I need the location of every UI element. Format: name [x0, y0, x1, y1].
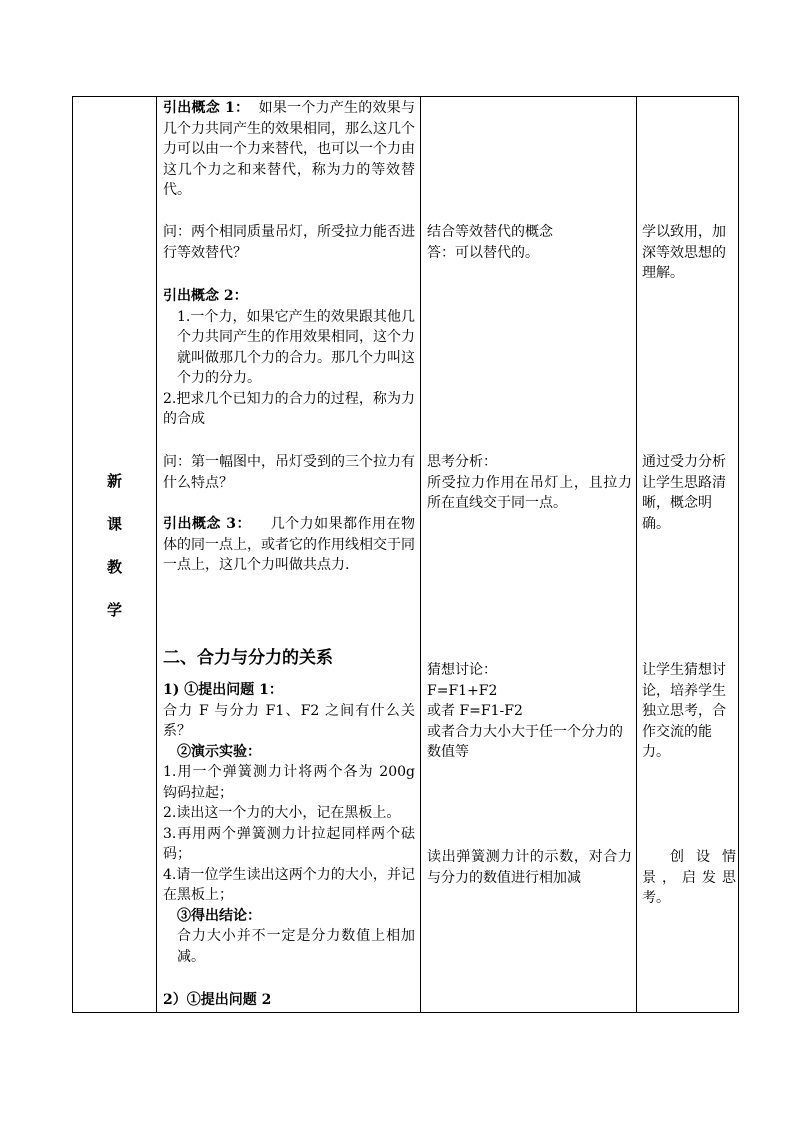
problem-1-text: 合力 F 与分力 F1、F2 之间有什么关系？ [163, 702, 415, 739]
design-intent-2: 通过受力分析让学生思路清晰，概念明确。 [642, 454, 726, 532]
student-response-3 [427, 660, 632, 763]
concept-1-label: 引出概念 1： [163, 100, 250, 116]
demo-step: 1.用一个弹簧测力计将两个各为 200g 钩码拉起； [163, 764, 415, 801]
problem-2-label: 2）①提出问题 2 [163, 992, 272, 1008]
concept-2 [163, 286, 415, 430]
student-response-1 [427, 222, 632, 263]
concept-3-label: 引出概念 3： [163, 516, 251, 532]
conclusion-label: ③得出结论： [177, 907, 261, 924]
student-response-line: 结合等效替代的概念 [427, 224, 553, 240]
question-2: 问：第一幅图中，吊灯受到的三个拉力有什么特点？ [163, 454, 415, 491]
concept-2-point-1: 1.一个力，如果它产生的效果跟其他几个力共同产生的作用效果相同，这个力就叫做那几个力的合力。那几个力叫这个力的分力。 [177, 308, 415, 386]
demo-step: 4.请一位学生读出这两个力的大小，并记在黑板上； [163, 866, 415, 903]
student-response-line: 所受拉力作用在吊灯上，且拉力所在直线交于同一点。 [427, 474, 632, 511]
student-response-2 [427, 452, 632, 514]
lesson-plan-table [72, 96, 739, 1013]
design-intent-4: 创设情景，启发思考。 [642, 849, 736, 906]
section-column [73, 97, 157, 1013]
demo-step: 2.读出这一个力的大小，记在黑板上。 [163, 805, 401, 821]
concept-3-text: 几个力如果都作用在物体的同一点上，或者它的作用线相交于同一点上，这几个力叫做共点力. [163, 516, 415, 573]
student-response-line: 思考分析： [427, 454, 497, 470]
demo-step: 3.再用两个弹簧测力计拉起同样两个砝码； [163, 825, 415, 862]
concept-1 [163, 98, 415, 201]
student-response-line: 猜想讨论： [427, 662, 497, 678]
section-heading: 二、合力与分力的关系 [163, 648, 333, 668]
section-char: 新 [106, 471, 122, 490]
conclusion-text: 合力大小并不一定是分力数值上相加减。 [177, 928, 415, 965]
student-response-line: F=F1+F2 [427, 682, 498, 699]
question-1: 问：两个相同质量吊灯，所受拉力能否进行等效替代？ [163, 224, 415, 261]
demo-label: ②演示实验： [177, 743, 261, 760]
section-label [73, 470, 156, 620]
student-response-line: 答：可以替代的。 [427, 244, 539, 261]
concept-2-label: 引出概念 2： [163, 288, 248, 304]
teacher-activity-column [157, 97, 421, 1013]
section-char: 课 [106, 514, 122, 533]
design-intent-1: 学以致用，加深等效思想的理解。 [642, 224, 726, 281]
section-char: 学 [106, 600, 122, 619]
design-intent-3: 让学生猜想讨论，培养学生独立思考，合作交流的能力。 [642, 662, 726, 760]
problem-1-label: 1) ①提出问题 1： [163, 682, 283, 698]
student-response-line: 或者合力大小大于任一个分力的数值等 [427, 723, 623, 760]
experiment-block [163, 680, 415, 967]
design-intent-column [637, 97, 739, 1013]
student-activity-column [421, 97, 637, 1013]
concept-1-text: 如果一个力产生的效果与几个力共同产生的效果相同，那么这几个力可以由一个力来替代，也可以一个力由这几个力之和来替代，称为力的等效替代。 [163, 100, 415, 198]
section-char: 教 [106, 557, 122, 576]
concept-3 [163, 514, 415, 576]
student-response-line: 或者 F=F1-F2 [427, 703, 523, 719]
student-response-4: 读出弹簧测力计的示数，对合力与分力的数值进行相加减 [427, 849, 632, 886]
concept-2-point-2: 2.把求几个已知力的合力的过程，称为力的合成 [163, 390, 415, 427]
